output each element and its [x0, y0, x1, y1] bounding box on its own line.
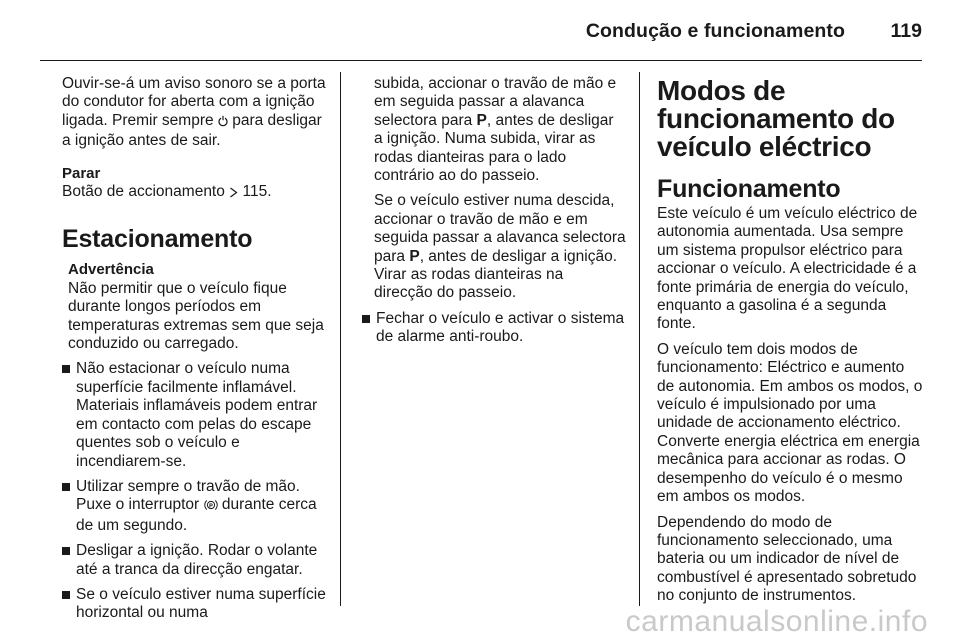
- column-divider: [340, 72, 341, 606]
- parar-heading: Parar: [62, 164, 101, 182]
- warning-text: Não permitir que o veículo fique durante longos períodos em temperaturas extremas sem que seja conduzido ou carregado.: [68, 279, 324, 353]
- list-item: Utilizar sempre o travão de mão. Puxe o interruptor P durante cerca de um segundo.: [62, 478, 332, 535]
- power-button-icon: [218, 114, 228, 132]
- body-paragraph: Dependendo do modo de funcionamento seleccionado, uma bateria ou um indicador de nível de combustível é apresentado sobretudo no conjunto de instrumentos.: [657, 513, 917, 605]
- section-title-electric-modes: Modos de funcionamento do veículo eléctrico: [657, 75, 895, 162]
- column-2: [374, 75, 626, 347]
- svg-text:P: P: [208, 503, 213, 510]
- slope-paragraph-uphill: subida, accionar o travão de mão e em seguida passar a alavanca selectora para P, antes de desligar a ignição. Numa subida, virar as rodas dianteiras para o lado contrário ao do passeio.: [374, 75, 617, 185]
- body-paragraph: O veículo tem dois modos de funcionamento: Eléctrico e aumento de autonomia. Em ambos os modos, o veículo é impulsionado por uma unidade de accionamento eléctrico. Converte energia eléctrica em energia mecânica para accionar as rodas. O desempenho do veículo é o mesmo em ambos os modos.: [657, 340, 923, 506]
- subheading-funcionamento: Funcionamento: [657, 175, 841, 203]
- column-1: [62, 75, 332, 623]
- page-header-title: Condução e funcionamento: [585, 20, 845, 42]
- slope-paragraph-downhill: Se o veículo estiver numa descida, accionar o travão de mão e em seguida passar a alavanca selectora para P, antes de desligar a ignição. Virar as rodas dianteiras na direcção do passeio.: [374, 192, 626, 302]
- bullet-square-icon: [62, 547, 70, 555]
- intro-paragraph: Ouvir-se-á um aviso sonoro se a porta do condutor for aberta com a ignição ligada. Premir sempre para desligar a ignição antes de sair.: [62, 75, 326, 150]
- column-divider: [639, 72, 640, 606]
- list-item: Se o veículo estiver numa superfície horizontal ou numa: [62, 586, 332, 623]
- bullet-square-icon: [362, 315, 370, 323]
- warning-title: Advertência: [68, 261, 154, 279]
- page-reference-arrow-icon: [229, 185, 238, 203]
- page-reference-link[interactable]: 115.: [242, 183, 272, 201]
- page-number: 119: [890, 20, 922, 42]
- list-item: Fechar o veículo e activar o sistema de alarme anti-roubo.: [362, 310, 626, 347]
- parking-brake-icon: [204, 498, 218, 516]
- column-3: [657, 75, 925, 606]
- parar-text: Botão de accionamento 115.: [62, 183, 332, 203]
- section-heading-estacionamento: Estacionamento: [62, 225, 253, 254]
- bullet-square-icon: [62, 365, 70, 373]
- warning-box: [68, 261, 332, 353]
- list-item: Desligar a ignição. Rodar o volante até a tranca da direcção engatar.: [62, 542, 332, 579]
- watermark: carmanualsonline.info: [625, 605, 928, 638]
- header-rule: [40, 60, 922, 61]
- list-item: Não estacionar o veículo numa superfície facilmente inflamável. Materiais inflamáveis podem entrar em contacto com pelas do escape quentes sob o veículo e incendiarem-se.: [62, 360, 332, 470]
- body-paragraph: Este veículo é um veículo eléctrico de autonomia aumentada. Usa sempre um sistema propulsor eléctrico para accionar o veículo. A electricidade é a fonte primária de energia do veículo, enquanto a gasolina é a segunda fonte.: [657, 205, 918, 333]
- bullet-square-icon: [62, 483, 70, 491]
- bullet-square-icon: [62, 591, 70, 599]
